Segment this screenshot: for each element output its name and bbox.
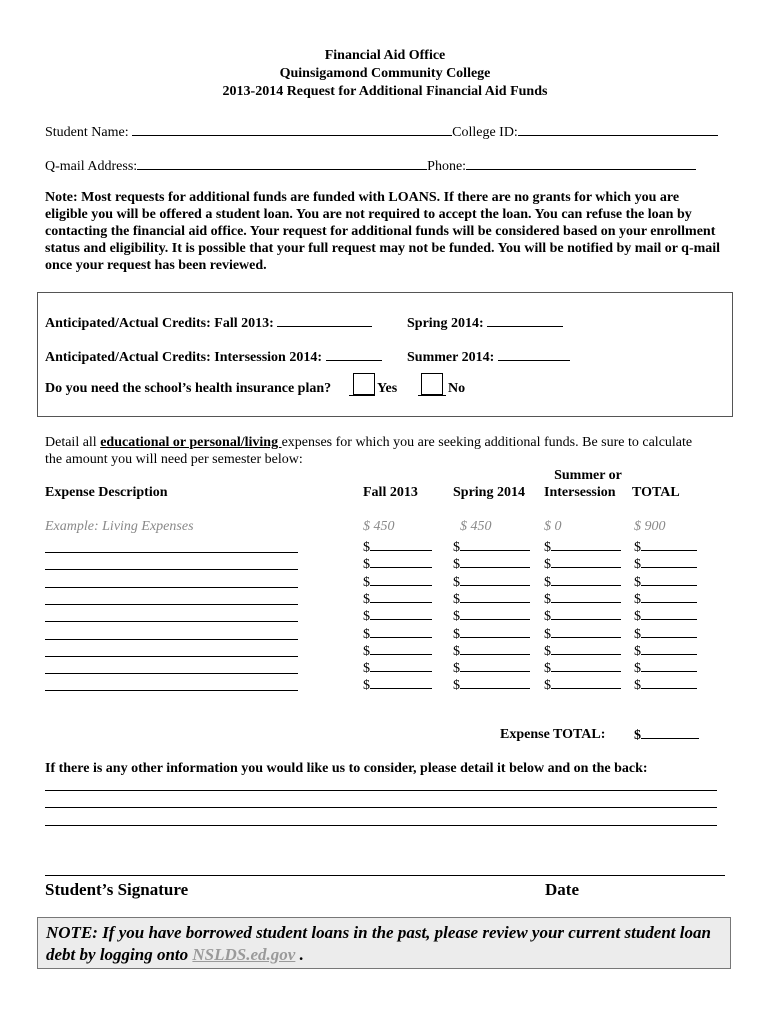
expense-total-field[interactable] bbox=[634, 591, 697, 608]
amount-line bbox=[460, 626, 530, 638]
amount-line bbox=[460, 660, 530, 672]
amount-line bbox=[370, 677, 432, 689]
final-note-text: NOTE: If you have borrowed student loans in the past, please review your current student loan debt by logging onto bbox=[46, 923, 711, 964]
expense-fall-field[interactable] bbox=[363, 626, 432, 643]
dollar-sign: $ bbox=[453, 609, 460, 625]
dollar-sign: $ bbox=[544, 661, 551, 677]
other-info-line[interactable] bbox=[45, 807, 717, 808]
expense-summer-field[interactable] bbox=[544, 643, 621, 660]
intersession-credits-field[interactable] bbox=[326, 346, 382, 361]
header-spring: Spring 2014 bbox=[453, 485, 525, 500]
no-checkbox[interactable] bbox=[421, 373, 443, 395]
amount-line bbox=[370, 556, 432, 568]
amount-line bbox=[551, 539, 621, 551]
expense-total-field[interactable] bbox=[634, 643, 697, 660]
expense-fall-field[interactable] bbox=[363, 643, 432, 660]
dollar-sign: $ bbox=[634, 574, 641, 590]
date-label: Date bbox=[545, 880, 579, 899]
dollar-sign: $ bbox=[453, 626, 460, 642]
amount-line bbox=[641, 556, 697, 568]
expense-fall-field[interactable] bbox=[363, 677, 432, 694]
intersession-credits-label: Anticipated/Actual Credits: Intersession 2014: bbox=[45, 350, 323, 365]
student-name-field[interactable] bbox=[132, 121, 452, 136]
expense-spring-field[interactable] bbox=[453, 643, 530, 660]
qmail-label: Q-mail Address: bbox=[45, 159, 138, 174]
spring-credits-label: Spring 2014: bbox=[407, 316, 484, 331]
expense-description-field[interactable] bbox=[45, 621, 298, 622]
expense-spring-field[interactable] bbox=[453, 591, 530, 608]
amount-line bbox=[551, 574, 621, 586]
amount-line bbox=[370, 643, 432, 655]
expense-summer-field[interactable] bbox=[544, 539, 621, 556]
expense-total-field[interactable] bbox=[634, 608, 697, 625]
summer-credits-row bbox=[407, 346, 570, 366]
detail-line2: the amount you will need per semester below: bbox=[45, 452, 303, 467]
qmail-field[interactable] bbox=[137, 155, 427, 170]
expense-spring-field[interactable] bbox=[453, 677, 530, 694]
expense-total-field[interactable] bbox=[634, 660, 697, 677]
amount-line bbox=[370, 591, 432, 603]
student-signature-label: Student’s Signature bbox=[45, 880, 189, 899]
expense-description-field[interactable] bbox=[45, 690, 298, 691]
header-expense-description: Expense Description bbox=[45, 485, 168, 500]
expense-summer-field[interactable] bbox=[544, 591, 621, 608]
no-label: No bbox=[448, 381, 466, 396]
amount-line bbox=[460, 608, 530, 620]
yes-label: Yes bbox=[377, 381, 398, 396]
phone-label: Phone: bbox=[427, 159, 467, 174]
dollar-sign: $ bbox=[634, 609, 641, 625]
dollar-sign: $ bbox=[634, 661, 641, 677]
detail-prefix: Detail all bbox=[45, 435, 101, 450]
health-insurance-label: Do you need the school’s health insurance plan? bbox=[45, 381, 332, 396]
amount-line bbox=[460, 591, 530, 603]
amount-line bbox=[370, 626, 432, 638]
dollar-sign: $ bbox=[453, 643, 460, 659]
dollar-sign: $ bbox=[544, 626, 551, 642]
dollar-sign: $ bbox=[634, 591, 641, 607]
amount-line bbox=[641, 574, 697, 586]
expense-spring-field[interactable] bbox=[453, 556, 530, 573]
expense-total-label: Expense TOTAL: bbox=[500, 727, 606, 742]
student-name-label: Student Name: bbox=[45, 125, 129, 140]
dollar-sign: $ bbox=[634, 557, 641, 573]
expense-summer-field[interactable] bbox=[544, 574, 621, 591]
detail-instructions bbox=[45, 434, 735, 468]
dollar-sign: $ bbox=[634, 540, 641, 555]
amount-line bbox=[551, 643, 621, 655]
amount-line bbox=[460, 677, 530, 689]
form-title: 2013-2014 Request for Additional Financial Aid Funds bbox=[222, 84, 548, 99]
expense-total-line bbox=[641, 727, 699, 739]
expense-description-field[interactable] bbox=[45, 656, 298, 657]
amount-line bbox=[641, 626, 697, 638]
expense-summer-field[interactable] bbox=[544, 660, 621, 677]
expense-spring-field[interactable] bbox=[453, 660, 530, 677]
expense-summer-field[interactable] bbox=[544, 608, 621, 625]
dollar-sign: $ bbox=[363, 574, 370, 590]
expense-fall-field[interactable] bbox=[363, 660, 432, 677]
dollar-sign: $ bbox=[363, 661, 370, 677]
fall-credits-label: Anticipated/Actual Credits: Fall 2013: bbox=[45, 316, 274, 331]
dollar-sign: $ bbox=[363, 643, 370, 659]
amount-line bbox=[460, 574, 530, 586]
dollar-sign: $ bbox=[544, 540, 551, 555]
amount-line bbox=[551, 556, 621, 568]
amount-line bbox=[370, 660, 432, 672]
spring-credits-field[interactable] bbox=[487, 312, 563, 327]
expense-description-field[interactable] bbox=[45, 587, 298, 588]
dollar-sign: $ bbox=[363, 557, 370, 573]
dollar-sign: $ bbox=[634, 643, 641, 659]
expense-total-field[interactable] bbox=[634, 727, 699, 744]
student-loan-note bbox=[37, 917, 731, 969]
dollar-sign: $ bbox=[363, 626, 370, 642]
amount-line bbox=[551, 591, 621, 603]
fall-credits-row bbox=[45, 312, 372, 332]
dollar-sign: $ bbox=[363, 678, 370, 694]
college-id-label: College ID: bbox=[452, 125, 518, 140]
expense-total-field[interactable] bbox=[634, 626, 697, 643]
dollar-sign: $ bbox=[453, 574, 460, 590]
dollar-sign: $ bbox=[634, 678, 641, 694]
other-info-line[interactable] bbox=[45, 790, 717, 791]
dollar-sign: $ bbox=[544, 574, 551, 590]
amount-line bbox=[641, 539, 697, 551]
amount-line bbox=[460, 643, 530, 655]
student-name-row bbox=[45, 121, 718, 141]
dollar-sign: $ bbox=[363, 540, 370, 555]
expense-summer-field[interactable] bbox=[544, 626, 621, 643]
signature-line[interactable] bbox=[45, 875, 725, 876]
expense-spring-field[interactable] bbox=[453, 539, 530, 556]
intersession-credits-row bbox=[45, 346, 382, 366]
header-summer-bottom: Intersession bbox=[544, 485, 616, 500]
expense-spring-field[interactable] bbox=[453, 574, 530, 591]
yes-underline bbox=[349, 395, 375, 396]
amount-line bbox=[641, 660, 697, 672]
amount-line bbox=[551, 660, 621, 672]
header-total: TOTAL bbox=[632, 485, 680, 500]
expense-total-field[interactable] bbox=[634, 539, 697, 556]
expense-fall-field[interactable] bbox=[363, 539, 432, 556]
dollar-sign: $ bbox=[544, 643, 551, 659]
amount-line bbox=[641, 677, 697, 689]
example-desc: Example: Living Expenses bbox=[45, 519, 194, 534]
detail-underlined: educational or personal/living bbox=[100, 435, 282, 450]
final-note-end: . bbox=[295, 945, 304, 964]
summer-credits-field[interactable] bbox=[498, 346, 570, 361]
expense-fall-field[interactable] bbox=[363, 608, 432, 625]
expense-fall-field[interactable] bbox=[363, 591, 432, 608]
office-title: Financial Aid Office bbox=[324, 48, 446, 63]
expense-fall-field[interactable] bbox=[363, 574, 432, 591]
expense-total-field[interactable] bbox=[634, 677, 697, 694]
amount-line bbox=[641, 591, 697, 603]
expense-spring-field[interactable] bbox=[453, 608, 530, 625]
dollar-sign: $ bbox=[453, 557, 460, 573]
college-title: Quinsigamond Community College bbox=[279, 66, 491, 81]
expense-description-field[interactable] bbox=[45, 673, 298, 674]
dollar-sign: $ bbox=[544, 678, 551, 694]
expense-total-dollar: $ bbox=[634, 728, 641, 743]
dollar-sign: $ bbox=[363, 591, 370, 607]
amount-line bbox=[460, 556, 530, 568]
example-fall: $ 450 bbox=[363, 519, 395, 534]
phone-field[interactable] bbox=[466, 155, 696, 170]
expense-description-field[interactable] bbox=[45, 604, 298, 605]
dollar-sign: $ bbox=[453, 678, 460, 694]
dollar-sign: $ bbox=[544, 557, 551, 573]
expense-summer-field[interactable] bbox=[544, 556, 621, 573]
loan-note: Note: Most requests for additional funds are funded with LOANS. If there are no grants for which you are eligible you will be offered a student loan. You are not required to accept the loan. You can refuse the loan by contacting the financial aid office. Your request for additional funds will be considered based on your enrollment status and eligibility. It is possible that your full request may not be funded. You will be notified by mail or q-mail once your request has been reviewed. bbox=[45, 190, 721, 273]
expense-summer-field[interactable] bbox=[544, 677, 621, 694]
fall-credits-field[interactable] bbox=[277, 312, 372, 327]
amount-line bbox=[551, 677, 621, 689]
header-summer-top: Summer or bbox=[554, 468, 622, 483]
expense-total-field[interactable] bbox=[634, 574, 697, 591]
dollar-sign: $ bbox=[363, 609, 370, 625]
amount-line bbox=[460, 539, 530, 551]
amount-line bbox=[551, 608, 621, 620]
example-total: $ 900 bbox=[634, 519, 666, 534]
no-underline bbox=[418, 395, 446, 396]
amount-line bbox=[370, 608, 432, 620]
qmail-row bbox=[45, 155, 696, 175]
other-info-line[interactable] bbox=[45, 825, 717, 826]
expense-description-field[interactable] bbox=[45, 552, 298, 553]
expense-description-field[interactable] bbox=[45, 639, 298, 640]
example-spring: $ 450 bbox=[460, 519, 492, 534]
yes-checkbox[interactable] bbox=[353, 373, 375, 395]
amount-line bbox=[370, 539, 432, 551]
amount-line bbox=[641, 608, 697, 620]
example-summer: $ 0 bbox=[544, 519, 562, 534]
dollar-sign: $ bbox=[544, 609, 551, 625]
dollar-sign: $ bbox=[634, 626, 641, 642]
college-id-field[interactable] bbox=[518, 121, 718, 136]
nslds-link[interactable]: NSLDS.ed.gov bbox=[192, 945, 296, 964]
other-info-label: If there is any other information you would like us to consider, please detail it below and on the back: bbox=[45, 761, 648, 776]
dollar-sign: $ bbox=[453, 540, 460, 555]
expense-fall-field[interactable] bbox=[363, 556, 432, 573]
amount-line bbox=[641, 643, 697, 655]
dollar-sign: $ bbox=[453, 661, 460, 677]
dollar-sign: $ bbox=[544, 591, 551, 607]
spring-credits-row bbox=[407, 312, 563, 332]
amount-line bbox=[370, 574, 432, 586]
expense-total-field[interactable] bbox=[634, 556, 697, 573]
header-fall: Fall 2013 bbox=[363, 485, 418, 500]
summer-credits-label: Summer 2014: bbox=[407, 350, 495, 365]
expense-spring-field[interactable] bbox=[453, 626, 530, 643]
amount-line bbox=[551, 626, 621, 638]
dollar-sign: $ bbox=[453, 591, 460, 607]
detail-suffix: expenses for which you are seeking additional funds. Be sure to calculate bbox=[281, 435, 693, 450]
expense-description-field[interactable] bbox=[45, 569, 298, 570]
